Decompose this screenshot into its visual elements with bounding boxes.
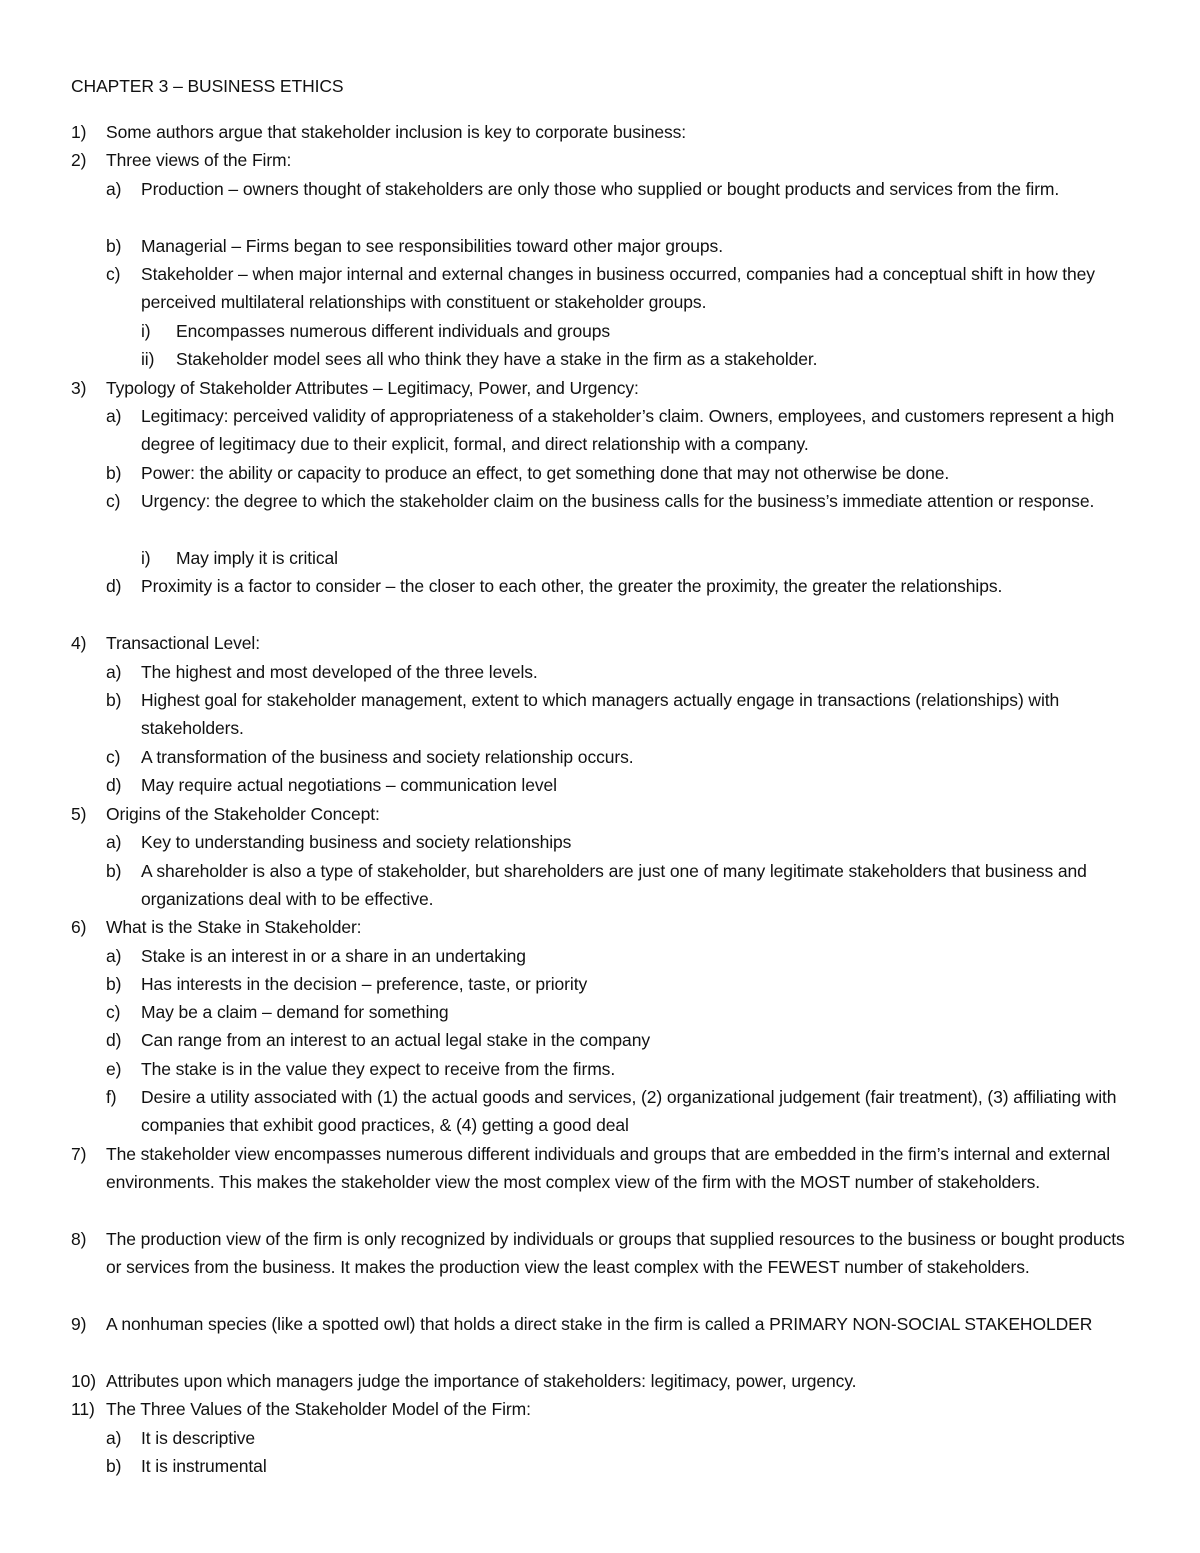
list-marker: a) bbox=[106, 832, 122, 852]
list-item-text: Production – owners thought of stakeholders are only those who supplied or bought products and services from the firm. bbox=[141, 179, 1060, 199]
list-item-text: The highest and most developed of the three levels. bbox=[141, 662, 538, 682]
list-marker: d) bbox=[106, 775, 122, 795]
list-item-text: It is descriptive bbox=[141, 1428, 256, 1448]
list-item-text: Stakeholder model sees all who think they have a stake in the firm as a stakeholder. bbox=[176, 349, 818, 369]
list-item-text: Can range from an interest to an actual legal stake in the company bbox=[141, 1030, 650, 1050]
list-marker: i) bbox=[141, 548, 151, 568]
list-marker: a) bbox=[106, 946, 122, 966]
list-marker: 6) bbox=[71, 917, 87, 937]
list-marker: 10) bbox=[71, 1371, 96, 1391]
list-marker: b) bbox=[106, 1456, 122, 1476]
list-marker: b) bbox=[106, 974, 122, 994]
list-item-text: A nonhuman species (like a spotted owl) that holds a direct stake in the firm is called a PRIMARY NON-SOCIAL STAKEHOLDER bbox=[106, 1314, 1093, 1334]
list-item-text: May be a claim – demand for something bbox=[141, 1002, 449, 1022]
list-item-text: Encompasses numerous different individuals and groups bbox=[176, 321, 611, 341]
list-marker: b) bbox=[106, 861, 122, 881]
list-marker: d) bbox=[106, 576, 122, 596]
list-marker: f) bbox=[106, 1087, 117, 1107]
list-marker: c) bbox=[106, 747, 121, 767]
list-marker: 4) bbox=[71, 633, 87, 653]
list-marker: 3) bbox=[71, 378, 87, 398]
list-item-text: The production view of the firm is only recognized by individuals or groups that supplied resources to the business or bought products or services from the business. It makes the production view the least complex with the FEWEST number of stakeholders. bbox=[106, 1229, 1125, 1278]
list-item-text: Origins of the Stakeholder Concept: bbox=[106, 804, 380, 824]
list-item-text: Managerial – Firms began to see responsibilities toward other major groups. bbox=[141, 236, 723, 256]
list-item-text: Power: the ability or capacity to produce an effect, to get something done that may not otherwise be done. bbox=[141, 463, 950, 483]
list-marker: c) bbox=[106, 264, 121, 284]
list-marker: 9) bbox=[71, 1314, 87, 1334]
list-marker: b) bbox=[106, 690, 122, 710]
list-marker: 2) bbox=[71, 150, 87, 170]
list-item-text: The stake is in the value they expect to receive from the firms. bbox=[141, 1059, 616, 1079]
list-item-text: Typology of Stakeholder Attributes – Legitimacy, Power, and Urgency: bbox=[106, 378, 639, 398]
list-item-text: Has interests in the decision – preference, taste, or priority bbox=[141, 974, 588, 994]
list-item-text: The Three Values of the Stakeholder Model of the Firm: bbox=[106, 1399, 531, 1419]
list-marker: ii) bbox=[141, 349, 155, 369]
list-item-text: Desire a utility associated with (1) the actual goods and services, (2) organizational judgement (fair treatment), (3) affiliating with companies that exhibit good practices, & (4) getting a good deal bbox=[141, 1087, 1117, 1136]
list-item-text: Highest goal for stakeholder management, extent to which managers actually engage in transactions (relationships) with stakeholders. bbox=[141, 690, 1060, 739]
chapter-title: CHAPTER 3 – BUSINESS ETHICS bbox=[71, 76, 344, 96]
list-marker: b) bbox=[106, 463, 122, 483]
list-item-text: Three views of the Firm: bbox=[106, 150, 292, 170]
list-item-text: Stake is an interest in or a share in an undertaking bbox=[141, 946, 526, 966]
list-marker: b) bbox=[106, 236, 122, 256]
list-item-text: Proximity is a factor to consider – the closer to each other, the greater the proximity, the greater the relationships. bbox=[141, 576, 1003, 596]
list-item-text: Legitimacy: perceived validity of appropriateness of a stakeholder’s claim. Owners, employees, and customers represent a high degree of legitimacy due to their explicit, formal, and direct relationship with a company. bbox=[141, 406, 1115, 455]
list-marker: a) bbox=[106, 662, 122, 682]
list-marker: 1) bbox=[71, 122, 87, 142]
list-marker: e) bbox=[106, 1059, 122, 1079]
list-item-text: May imply it is critical bbox=[176, 548, 338, 568]
list-marker: a) bbox=[106, 179, 122, 199]
list-item-text: Stakeholder – when major internal and external changes in business occurred, companies had a conceptual shift in how they perceived multilateral relationships with constituent or stakeholder groups. bbox=[141, 264, 1095, 313]
list-marker: c) bbox=[106, 491, 121, 511]
list-marker: 5) bbox=[71, 804, 87, 824]
list-marker: 11) bbox=[71, 1399, 95, 1419]
list-item-text: A shareholder is also a type of stakeholder, but shareholders are just one of many legitimate stakeholders that business and organizations deal with to be effective. bbox=[141, 861, 1087, 910]
list-item-text: Attributes upon which managers judge the importance of stakeholders: legitimacy, power, urgency. bbox=[106, 1371, 857, 1391]
list-item-text: A transformation of the business and society relationship occurs. bbox=[141, 747, 634, 767]
list-item-text: It is instrumental bbox=[141, 1456, 267, 1476]
list-item-text: Some authors argue that stakeholder inclusion is key to corporate business: bbox=[106, 122, 687, 142]
list-item-text: Transactional Level: bbox=[106, 633, 260, 653]
list-item-text: The stakeholder view encompasses numerous different individuals and groups that are embedded in the firm’s internal and external environments. This makes the stakeholder view the most complex view of the firm with the MOST number of stakeholders. bbox=[106, 1144, 1111, 1193]
list-item-text: May require actual negotiations – communication level bbox=[141, 775, 557, 795]
list-marker: c) bbox=[106, 1002, 121, 1022]
list-item-text: What is the Stake in Stakeholder: bbox=[106, 917, 362, 937]
list-marker: 8) bbox=[71, 1229, 87, 1249]
list-marker: i) bbox=[141, 321, 151, 341]
list-item-text: Urgency: the degree to which the stakeholder claim on the business calls for the business’s immediate attention or response. bbox=[141, 491, 1095, 511]
list-marker: a) bbox=[106, 1428, 122, 1448]
list-marker: a) bbox=[106, 406, 122, 426]
list-marker: d) bbox=[106, 1030, 122, 1050]
list-marker: 7) bbox=[71, 1144, 87, 1164]
list-item-text: Key to understanding business and society relationships bbox=[141, 832, 572, 852]
